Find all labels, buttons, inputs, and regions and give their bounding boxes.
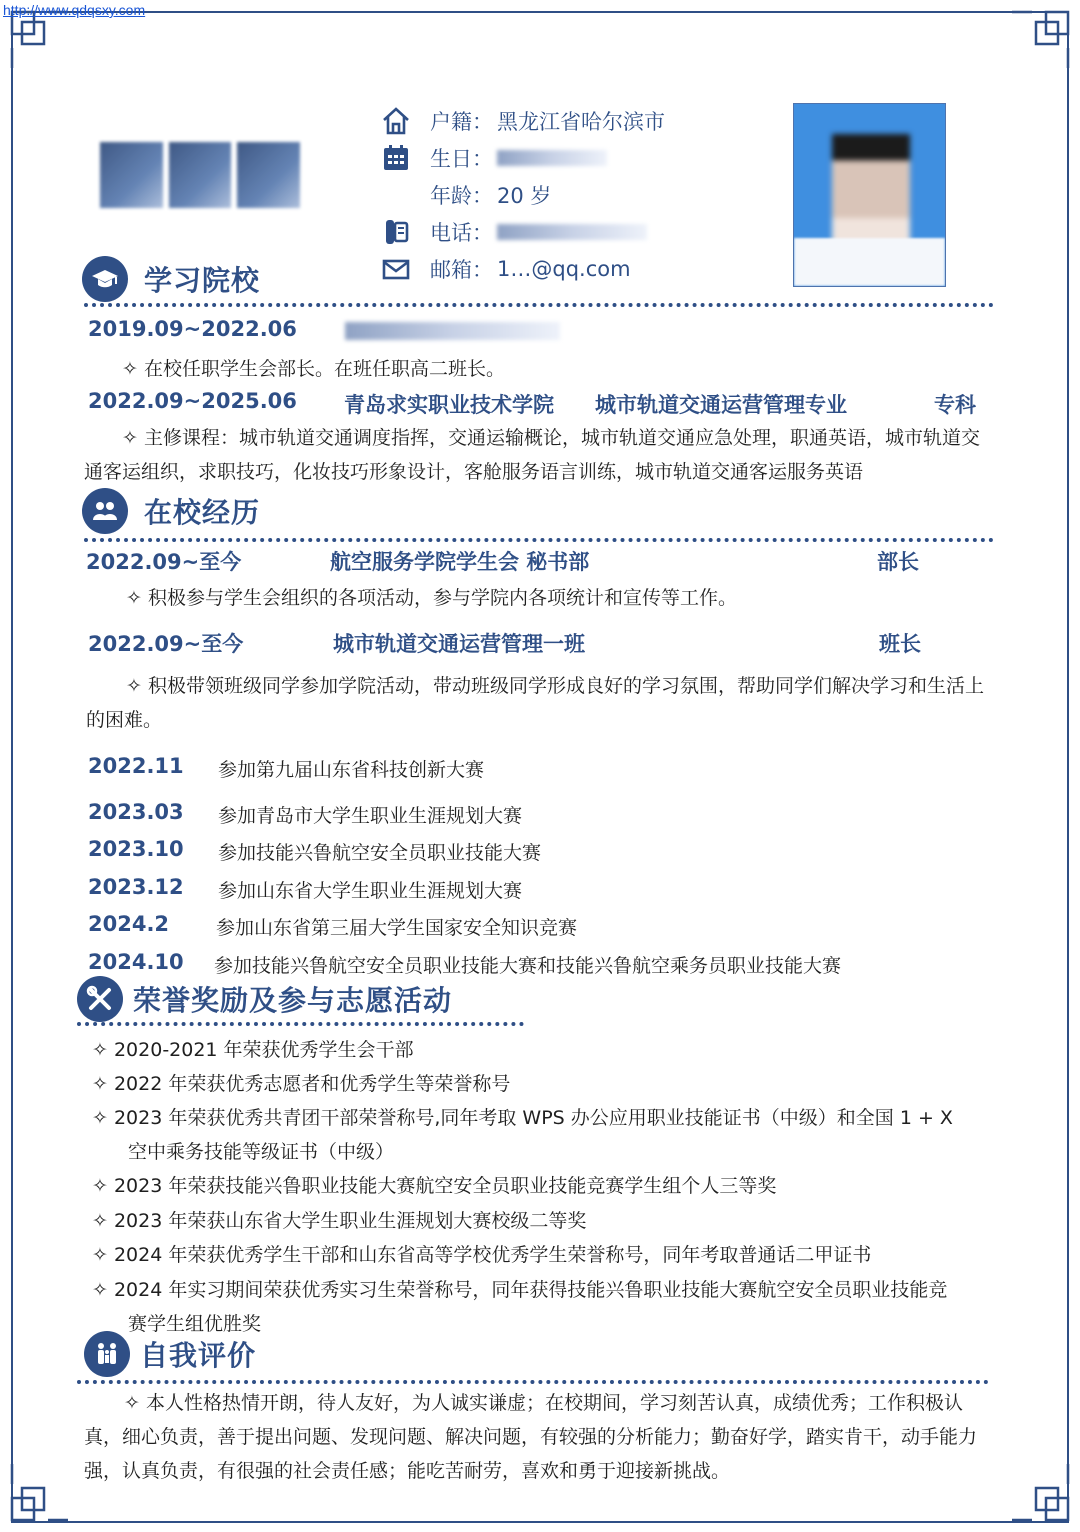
- role-org: 城市轨道交通运营管理一班: [333, 632, 585, 656]
- school-redacted: [345, 322, 560, 340]
- edu-period: 2022.09~2025.06: [88, 389, 297, 413]
- event-text: 参加山东省第三届大学生国家安全知识竞赛: [216, 917, 578, 939]
- honor-item: ✧ 2023 年荣获山东省大学生职业生涯规划大赛校级二等奖: [92, 1210, 587, 1232]
- profile-photo: [793, 103, 946, 287]
- role-desc: ✧ 积极参与学生会组织的各项活动，参与学院内各项统计和宣传等工作。: [126, 587, 737, 609]
- role-title: 班长: [879, 632, 921, 656]
- corner-ornament: [1010, 8, 1072, 70]
- honor-item: ✧ 2020-2021 年荣获优秀学生会干部: [92, 1039, 414, 1061]
- birthday-redacted: [497, 150, 607, 166]
- honor-item: ✧ 2022 年荣获优秀志愿者和优秀学生等荣誉称号: [92, 1073, 511, 1095]
- edu-courses: ✧ 主修课程：城市轨道交通调度指挥，交通运输概论，城市轨道交通应急处理，职通英语，城市轨道交通客运组织，求职技巧，化妆技巧形象设计，客舱服务语言训练，城市轨道交通客运服务英语: [84, 427, 980, 483]
- section-education-header: 学习院校: [82, 256, 260, 302]
- source-url-link[interactable]: http://www.qdqsxy.com: [3, 2, 146, 18]
- section-self-eval-header: 自我评价: [84, 1331, 256, 1377]
- corner-ornament: [1010, 1462, 1072, 1524]
- info-email: 邮箱： 1…@qq.com: [378, 250, 665, 287]
- honor-item: ✧ 2024 年实习期间荣获优秀实习生荣誉称号，同年获得技能兴鲁职业技能大赛航空安全员职业技能竞: [92, 1279, 948, 1301]
- section-divider: [84, 303, 994, 307]
- event-date: 2022.11: [88, 754, 184, 778]
- role-desc: ✧ 积极带领班级同学参加学院活动，带动班级同学形成良好的学习氛围，帮助同学们解决学习和生活上的困难。: [86, 675, 984, 731]
- role-period: 2022.09~至今: [88, 632, 244, 656]
- event-date: 2023.12: [88, 875, 184, 899]
- event-date: 2024.2: [88, 912, 170, 936]
- phone-redacted: [497, 224, 647, 240]
- honor-item: ✧ 2023 年荣获优秀共青团干部荣誉称号,同年考取 WPS 办公应用职业技能证书（中级）和全国 1 + X: [92, 1107, 953, 1129]
- info-age: 年龄： 20 岁: [430, 183, 552, 208]
- edu-level: 专科: [934, 393, 976, 417]
- event-date: 2024.10: [88, 950, 184, 974]
- honor-item-cont: 空中乘务技能等级证书（中级）: [128, 1141, 395, 1163]
- event-text: 参加山东省大学生职业生涯规划大赛: [218, 880, 523, 902]
- event-text: 参加技能兴鲁航空安全员职业技能大赛和技能兴鲁航空乘务员职业技能大赛: [214, 955, 842, 977]
- info-hometown: 户籍： 黑龙江省哈尔滨市: [378, 102, 665, 139]
- honor-item: ✧ 2023 年荣获技能兴鲁职业技能大赛航空安全员职业技能竞赛学生组个人三等奖: [92, 1175, 777, 1197]
- honor-item-cont: 赛学生组优胜奖: [128, 1313, 262, 1335]
- mail-icon: [378, 254, 414, 284]
- home-icon: [378, 106, 414, 136]
- calendar-icon: [378, 143, 414, 173]
- people-icon: [84, 1331, 130, 1377]
- role-title: 部长: [877, 550, 919, 574]
- section-divider: [84, 538, 994, 542]
- role-org: 航空服务学院学生会 秘书部: [330, 550, 590, 574]
- section-divider: [77, 1022, 524, 1026]
- role-period: 2022.09~至今: [86, 550, 242, 574]
- applicant-name-redacted: [100, 142, 300, 212]
- section-divider: [77, 1380, 989, 1384]
- phone-icon: [378, 217, 414, 247]
- edu-period: 2019.09~2022.06: [88, 317, 297, 341]
- tools-icon: [77, 976, 123, 1022]
- event-text: 参加青岛市大学生职业生涯规划大赛: [218, 805, 523, 827]
- self-eval-text: ✧ 本人性格热情开朗，待人友好，为人诚实谦虚；在校期间，学习刻苦认真，成绩优秀；工作积极认真，细心负责，善于提出问题、发现问题、解决问题，有较强的分析能力；勤奋好学，踏实肯干，动手能力强，认真负责，有很强的社会责任感；能吃苦耐劳，喜欢和勇于迎接新挑战。: [84, 1392, 978, 1482]
- edu-school: 青岛求实职业技术学院: [344, 393, 554, 417]
- graduation-cap-icon: [82, 256, 128, 302]
- edu-major: 城市轨道交通运营管理专业: [595, 393, 847, 417]
- event-text: 参加技能兴鲁航空安全员职业技能大赛: [218, 842, 542, 864]
- corner-ornament: [8, 1462, 70, 1524]
- info-phone: 电话：: [378, 213, 665, 250]
- honor-item: ✧ 2024 年荣获优秀学生干部和山东省高等学校优秀学生荣誉称号，同年考取普通话二甲证书: [92, 1244, 872, 1266]
- section-experience-header: 在校经历: [82, 488, 260, 534]
- event-text: 参加第九届山东省科技创新大赛: [218, 759, 485, 781]
- info-birthday: 生日：: [378, 139, 665, 176]
- section-honors-header: 荣誉奖励及参与志愿活动: [77, 976, 452, 1022]
- edu-note: ✧ 在校任职学生会部长。在班任职高二班长。: [122, 358, 505, 380]
- event-date: 2023.10: [88, 837, 184, 861]
- team-icon: [82, 488, 128, 534]
- personal-info: [378, 102, 665, 287]
- event-date: 2023.03: [88, 800, 184, 824]
